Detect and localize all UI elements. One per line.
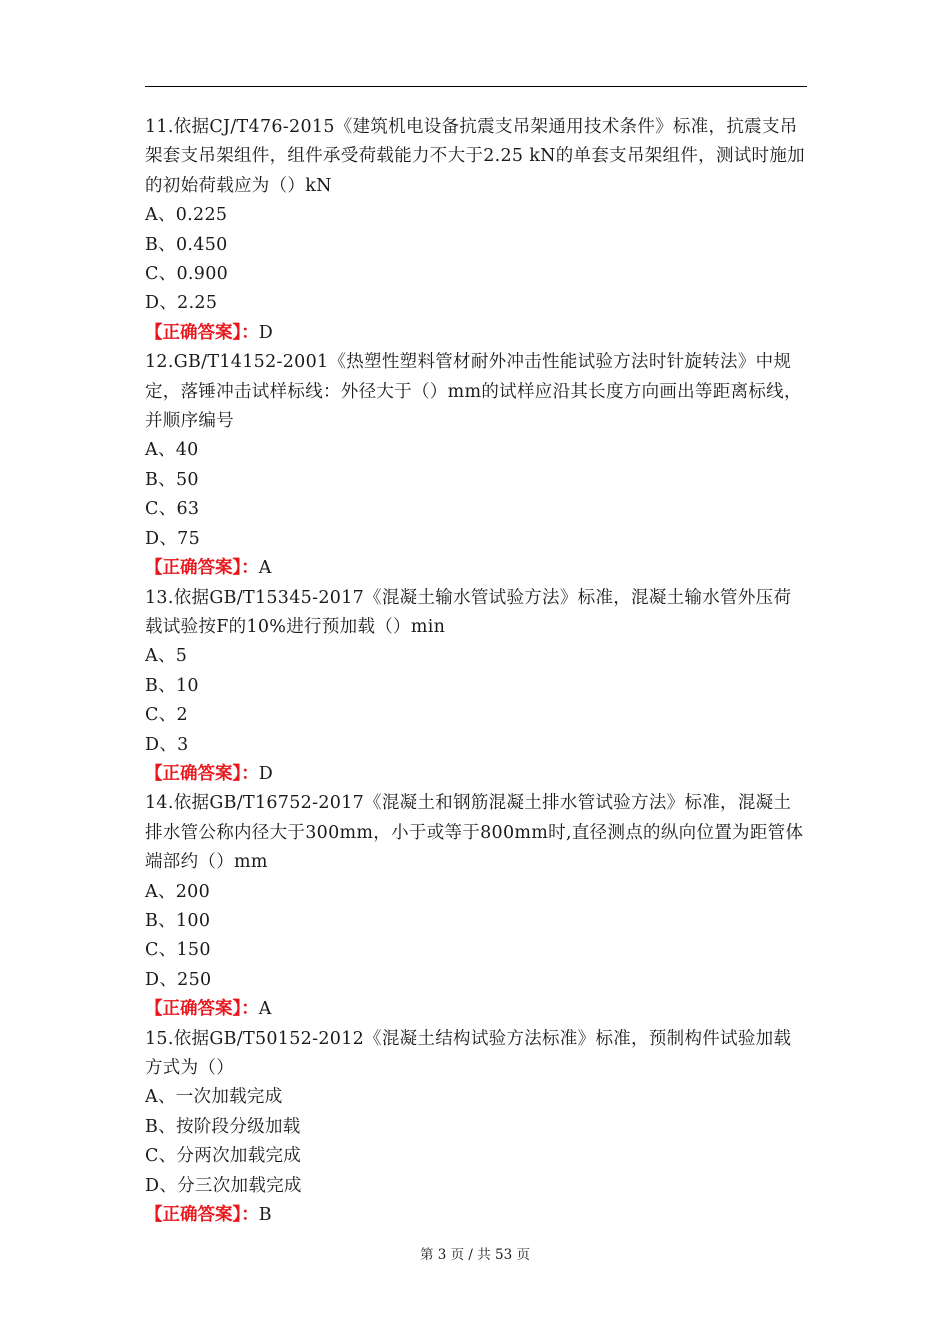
option-b: B、按阶段分级加载	[145, 1116, 301, 1137]
option-c: C、63	[145, 499, 200, 520]
question-stem: 14.依据GB/T16752-2017《混凝土和钢筋混凝土排水管试验方法》标准，混凝土排水管公称内径大于300mm，小于或等于800mm时,直径测点的纵向位置为距管体端部约（）mm	[145, 793, 804, 873]
question-stem: 11.依据CJ/T476-2015《建筑机电设备抗震支吊架通用技术条件》标准，抗震支吊架套支吊架组件，组件承受荷载能力不大于2.25 kN的单套支吊架组件，测试时施加的初始荷载应为（）kN	[145, 117, 805, 196]
question-11	[145, 113, 807, 348]
question-12	[145, 348, 807, 583]
option-d: D、3	[145, 734, 189, 755]
answer-value: A	[258, 999, 272, 1020]
correct-answer	[145, 319, 807, 348]
correct-answer	[145, 554, 807, 583]
question-stem: 15.依据GB/T50152-2012《混凝土结构试验方法标准》标准，预制构件试验加载方式为（）	[145, 1028, 792, 1078]
question-stem: 13.依据GB/T15345-2017《混凝土输水管试验方法》标准，混凝土输水管外压荷载试验按F的10%进行预加载（）min	[145, 587, 792, 637]
question-15	[145, 1025, 807, 1231]
option-c: C、0.900	[145, 264, 229, 285]
answer-value: D	[258, 322, 274, 343]
answer-value: B	[258, 1205, 272, 1226]
answer-value: A	[258, 558, 272, 579]
option-d: D、250	[145, 969, 212, 990]
option-a: A、200	[145, 881, 211, 902]
answer-label: 【正确答案】：	[145, 1205, 259, 1226]
correct-answer	[145, 995, 807, 1024]
option-c: C、2	[145, 705, 188, 726]
answer-label: 【正确答案】：	[145, 322, 259, 343]
option-b: B、10	[145, 675, 199, 696]
question-list	[145, 113, 807, 1230]
option-a: A、5	[145, 646, 188, 667]
option-d: D、分三次加载完成	[145, 1175, 302, 1196]
option-a: A、一次加载完成	[145, 1087, 283, 1108]
header-rule	[145, 86, 807, 87]
option-b: B、100	[145, 910, 211, 931]
option-d: D、2.25	[145, 293, 218, 314]
option-c: C、150	[145, 940, 211, 961]
option-d: D、75	[145, 528, 200, 549]
answer-value: D	[258, 763, 274, 784]
option-b: B、0.450	[145, 234, 228, 255]
question-14	[145, 789, 807, 1024]
correct-answer	[145, 760, 807, 789]
option-a: A、0.225	[145, 205, 228, 226]
correct-answer	[145, 1201, 807, 1230]
option-c: C、分两次加载完成	[145, 1146, 302, 1167]
page-number-footer: 第 3 页 / 共 53 页	[419, 1247, 531, 1263]
answer-label: 【正确答案】：	[145, 763, 259, 784]
answer-label: 【正确答案】：	[145, 999, 259, 1020]
option-b: B、50	[145, 469, 199, 490]
question-stem: 12.GB/T14152-2001《热塑性塑料管材耐外冲击性能试验方法时针旋转法》中规定，落锤冲击试样标线：外径大于（）mm的试样应沿其长度方向画出等距离标线，并顺序编号	[145, 352, 802, 432]
answer-label: 【正确答案】：	[145, 558, 259, 579]
option-a: A、40	[145, 440, 199, 461]
question-13	[145, 584, 807, 790]
